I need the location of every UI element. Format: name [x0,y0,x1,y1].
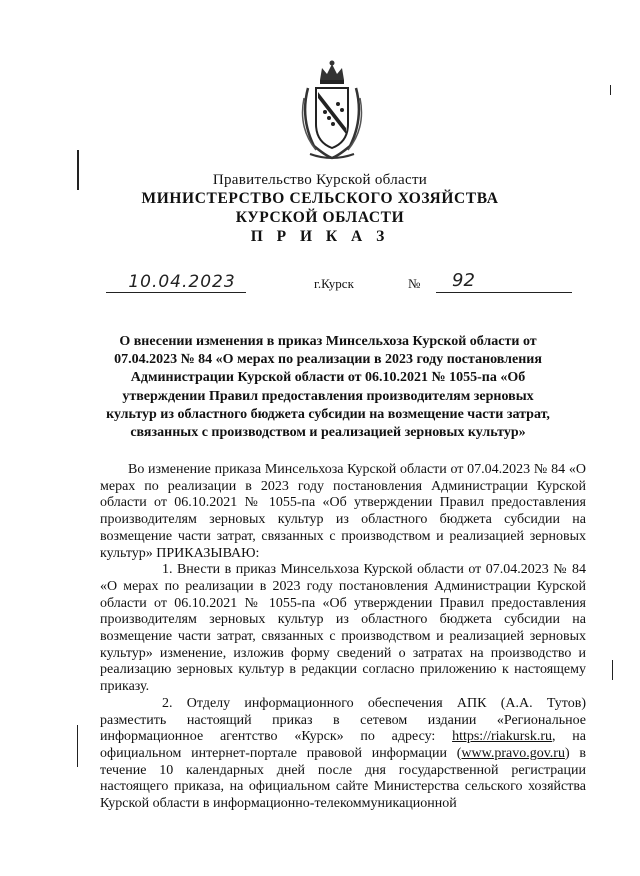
item-2-text-b: , на официальном интернет-портале правовой информации ( [100,729,586,761]
scan-mark-left-bottom [77,725,78,767]
number-label: № [408,276,421,291]
scan-mark-right-2 [612,660,613,680]
date-underline [106,292,246,293]
item-2-text-a: 2. Отделу информационного обеспечения АПК (А.А. Тутов) разместить настоящий приказ в сетевом издании «Региональное информационное агентство «Курск» по адресу: [100,695,586,745]
date-number-line [100,270,580,296]
intro-paragraph: Во изменение приказа Минсельхоза Курской области от 07.04.2023 № 84 «О мерах по реализации в 2023 году постановления Администрации Курской области от 06.10.2021 № 1055-па «Об утверждении Правил предоставления производителям зерновых культур из областного бюджета субсидии на возмещение части затрат, связанных с производством и реализацией зерновых культур» ПРИКАЗЫВАЮ: [100,462,586,561]
region-heading: КУРСКОЙ ОБЛАСТИ [235,209,405,226]
riakursk-link[interactable]: https://riakursk.ru [452,729,553,745]
number-underline [436,292,572,293]
handwritten-date: 10.04.2023 [128,272,236,292]
coat-of-arms-emblem [296,58,368,163]
item-2-paragraph [100,696,586,813]
pravo-gov-link[interactable]: www.pravo.gov.ru [461,745,565,761]
scan-mark-right [610,85,611,95]
ministry-heading: МИНИСТЕРСТВО СЕЛЬСКОГО ХОЗЯЙСТВА [141,190,499,207]
item-1-paragraph: 1. Внести в приказ Минсельхоза Курской области от 07.04.2023 № 84 «О мерах по реализации в 2023 году постановления Администрации Курской области от 06.10.2021 № 1055-па «Об утверждении Правил предоставления производителям зерновых культур из областного бюджета субсидии на возмещение части затрат, связанных с производством и реализацией зерновых культур» изменение, изложив форму сведений о затратах на производство и реализацию зерновых культур в редакции согласно приложению к настоящему приказу. [100,562,586,695]
document-type-heading: П Р И К А З [250,228,390,245]
document-body [100,462,586,813]
government-heading: Правительство Курской области [212,172,428,188]
document-title: О внесении изменения в приказ Минсельхоза Курской области от 07.04.2023 № 84 «О мерах по реализации в 2023 году постановления Администрации Курской области от 06.10.2021 № 1055-па «Об утверждении Правил предоставления производителям зерновых культур из областного бюджета субсидии на возмещение части затрат, связанных с производством и реализацией зерновых культур» [106,334,550,441]
city-label: г.Курск [314,276,354,291]
handwritten-number: 92 [452,270,475,291]
item-2-text-c: ) в течение 10 календарных дней после дня государственной регистрации настоящего приказа, на официальном сайте Министерства сельского хозяйства Курской области в информационно-телекоммуникационной [100,745,586,812]
